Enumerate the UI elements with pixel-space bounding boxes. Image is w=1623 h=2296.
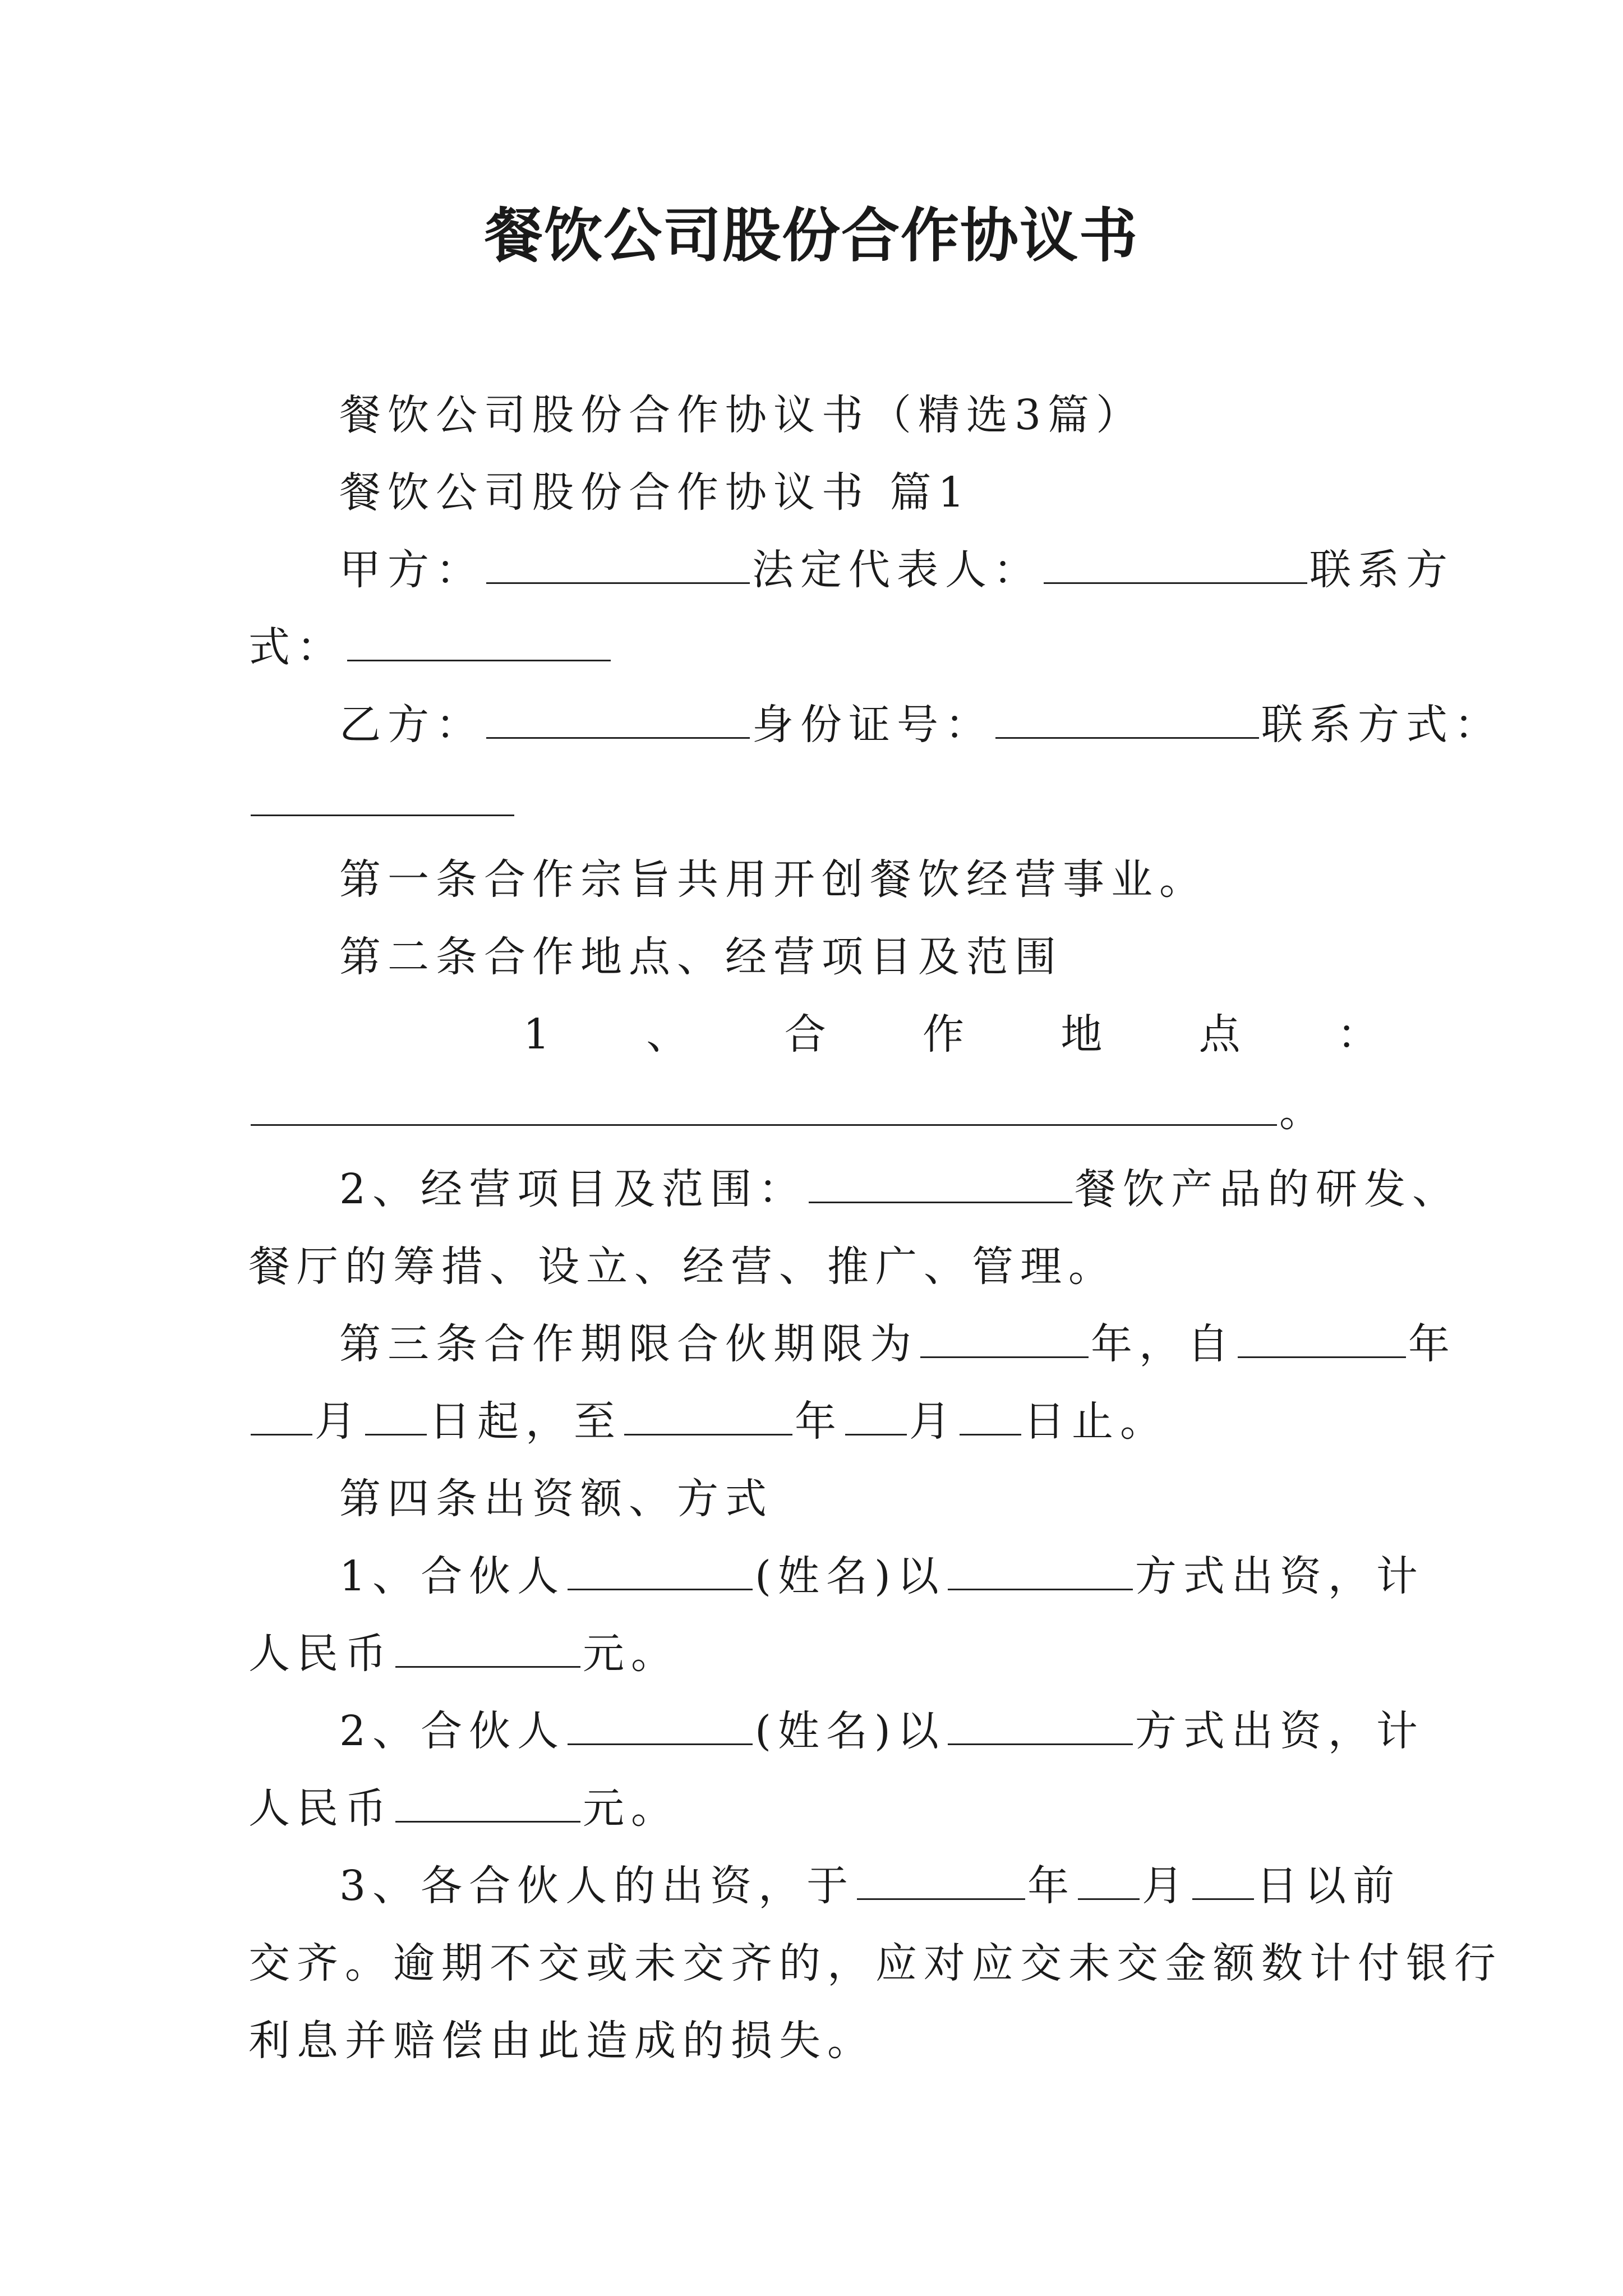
deadline-month-blank [1078,1859,1140,1900]
article-4: 第四条出资额、方式 [339,1475,773,1523]
article-2-scope-line-2: 餐厅的筹措、设立、经营、推广、管理。 [248,1243,1117,1291]
location-char: 地 [1061,1010,1103,1059]
party-a-line [339,542,1454,598]
location-blank [251,1085,1277,1126]
contribution-2-unit: 元。 [583,1784,679,1833]
contribution-3-line [339,1858,1401,1914]
subtitle: 餐饮公司股份合作协议书（精选3篇） [339,391,1145,439]
start-year-blank [1238,1317,1406,1358]
contribution-1-currency: 人民币 [248,1630,393,1678]
contribution-1-line [339,1548,1424,1604]
contribution-1-method: 方式出资，计 [1135,1552,1424,1600]
article-3-line [339,1316,1456,1372]
article-1: 第一条合作宗旨共用开创餐饮经营事业。 [339,855,1207,904]
location-char: 作 [923,1010,965,1059]
party-b-contact-blank [251,775,514,816]
party-a-name-blank [486,543,750,584]
party-a-contact-blank [347,620,611,661]
contribution-2-line [339,1703,1424,1759]
party-a-rep-label: 法定代表人： [752,546,1041,594]
end-year-blank [624,1395,792,1435]
end-day-label: 日止。 [1023,1397,1168,1446]
party-a-contact-label: 联系方 [1310,546,1454,594]
start-month-blank [251,1395,312,1435]
contribution-2-currency: 人民币 [248,1784,393,1833]
partner-1-amount-blank [395,1627,580,1668]
contribution-3-line-3: 利息并赔偿由此造成的损失。 [248,2017,875,2065]
contribution-3-line-2: 交齐。逾期不交或未交齐的，应对应交未交金额数计付银行 [248,1939,1502,1987]
article-3-prefix: 第三条合作期限合伙期限为 [339,1320,918,1368]
contribution-2-prefix: 2、合伙人 [339,1707,566,1755]
deadline-year-label: 年 [1027,1862,1076,1910]
location-end: 。 [1279,1088,1327,1136]
contribution-2-line-2 [248,1780,679,1837]
section-heading: 餐饮公司股份合作协议书 篇1 [339,468,971,517]
location-char: 1 [523,1010,550,1059]
location-char: 、 [646,1010,688,1059]
article-2-scope-line [339,1161,1460,1217]
party-b-id-label: 身份证号： [752,701,993,749]
start-month-label: 月 [315,1397,363,1446]
location-char: 合 [784,1010,826,1059]
contribution-2-method: 方式出资，计 [1135,1707,1424,1755]
scope-suffix: 餐饮产品的研发、 [1075,1165,1461,1213]
end-month-label: 月 [909,1397,957,1446]
party-a-line-2 [248,619,613,675]
party-b-id-blank [995,698,1259,739]
contribution-3-prefix: 3、各合伙人的出资，于 [339,1862,855,1910]
deadline-day-blank [1192,1859,1254,1900]
start-year-label: 年 [1408,1320,1456,1368]
party-b-label: 乙方： [339,701,484,749]
location-char: ： [1336,1010,1378,1059]
end-year-label: 年 [795,1397,843,1446]
article-2-location-line [248,1006,1378,1062]
page-title: 餐饮公司股份合作协议书 [484,201,1138,270]
deadline-month-label: 月 [1142,1862,1191,1910]
partner-2-method-blank [948,1704,1133,1745]
partner-2-amount-blank [395,1782,580,1823]
deadline-day-label: 日以前 [1256,1862,1401,1910]
party-a-label: 甲方： [339,546,484,594]
partner-2-name-blank [568,1704,753,1745]
party-a-contact-label-2: 式： [248,623,345,671]
contribution-1-name-hint: (姓名)以 [755,1552,946,1600]
start-day-blank [365,1395,427,1435]
party-b-contact-label: 联系方式： [1261,701,1502,749]
article-3-line-2 [248,1393,1168,1450]
scope-blank [809,1162,1072,1203]
end-month-blank [845,1395,907,1435]
party-b-line [339,697,1502,753]
term-from: ，自 [1139,1320,1235,1368]
partner-1-name-blank [568,1549,753,1590]
contribution-1-line-2 [248,1626,679,1682]
article-2-location-blank-line [248,1084,1327,1140]
party-b-name-blank [486,698,750,739]
party-a-rep-blank [1044,543,1307,584]
start-day-label: 日起，至 [429,1397,622,1446]
contribution-2-name-hint: (姓名)以 [755,1707,946,1755]
contribution-1-unit: 元。 [583,1630,679,1678]
location-char: 点 [1198,1010,1241,1059]
end-day-blank [960,1395,1021,1435]
scope-label: 2、经营项目及范围： [339,1165,807,1213]
partner-1-method-blank [948,1549,1133,1590]
contribution-1-prefix: 1、合伙人 [339,1552,566,1600]
party-b-line-2 [248,774,517,830]
article-2: 第二条合作地点、经营项目及范围 [339,933,1063,981]
deadline-year-blank [857,1859,1025,1900]
term-blank [920,1317,1089,1358]
term-year: 年 [1091,1320,1139,1368]
